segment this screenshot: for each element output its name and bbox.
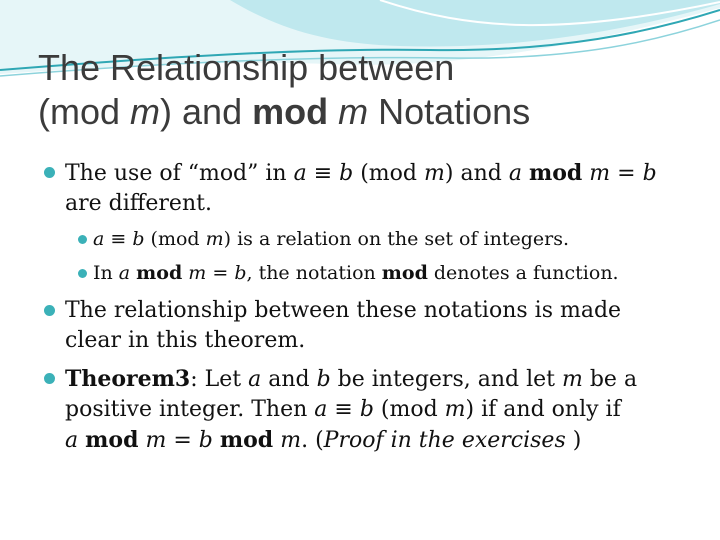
sub-bullet-function: In a mod m = b, the notation mod denotes a function. (93, 262, 619, 284)
bullet-relationship: The relationship between these notations is made clear in this theorem. (65, 298, 622, 353)
sub-bullet-marker (78, 235, 87, 244)
bullet-theorem: Theorem3: Let a and b be integers, and let m be a positive integer. Then a ≡ b (mod m) if and only if a mod m = b mod m. (Proof in the exercises ) (65, 366, 638, 453)
bullet-marker (44, 373, 55, 384)
title-line-1: The Relationship between (38, 47, 455, 88)
bullet-mod-notation: The use of “mod” in a ≡ b (mod m) and a mod m = b are different. (65, 160, 657, 216)
title-line-2: (mod m) and mod m Notations (38, 91, 531, 132)
sub-bullet-relation: a ≡ b (mod m) is a relation on the set of integers. (93, 228, 570, 250)
slide-title (38, 46, 708, 134)
bullet-marker (44, 167, 55, 178)
sub-bullet-marker (78, 269, 87, 278)
bullet-marker (44, 305, 55, 316)
